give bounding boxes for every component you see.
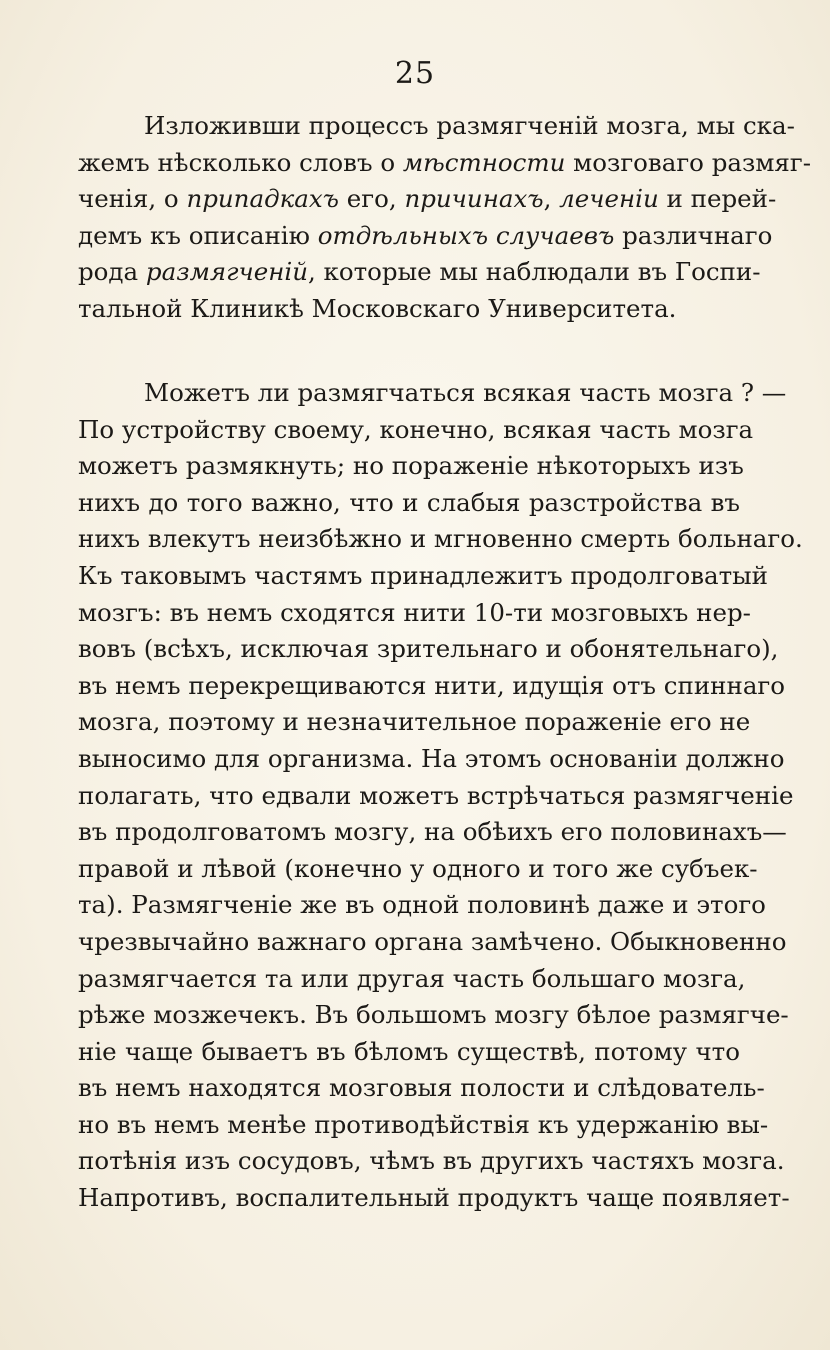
text-line: въ продолговатомъ мозгу, на обѣихъ его половинахъ— [78, 817, 787, 847]
text-run: различнаго [614, 220, 773, 250]
text-line: но въ немъ менѣе противодѣйствія къ удержанію вы- [78, 1109, 769, 1139]
text-line [78, 108, 795, 145]
text-run: ченія, о [78, 184, 187, 214]
text-line: выносимо для организма. На этомъ основаніи должно [78, 743, 785, 773]
text-line: Можетъ ли размягчаться всякая часть мозга ? — [144, 378, 787, 407]
italic-term: размягченій [145, 257, 308, 287]
text-run: , [543, 184, 560, 214]
text-run: мозговаго размяг- [565, 147, 811, 177]
text-line [78, 254, 761, 291]
italic-term: мѣстности [402, 147, 566, 177]
text-line [78, 291, 740, 328]
text-run: рода [78, 257, 146, 287]
text-run: и перей- [658, 184, 777, 214]
text-line [78, 218, 773, 255]
text-line: чрезвычайно важнаго органа замѣчено. Обыкновенно [78, 926, 787, 956]
text-run: жемъ нѣсколько словъ о [78, 147, 403, 177]
text-line: Къ таковымъ частямъ принадлежитъ продолговатый [78, 560, 769, 590]
italic-term: причинахъ [404, 184, 544, 214]
text-line: Напротивъ, воспалительный продуктъ чаще появляет- [78, 1183, 790, 1213]
text-line: нихъ влекутъ неизбѣжно и мгновенно смерть больнаго. [78, 524, 803, 554]
text-line [78, 181, 777, 218]
text-line: въ немъ находятся мозговыя полости и слѣдователь- [78, 1073, 765, 1103]
text-line: мозга, поэтому и незначительное пораженіе его не [78, 707, 751, 737]
text-run: тальной Клиникѣ Московскаго Университета. [78, 293, 677, 323]
text-line: По устройству своему, конечно, всякая часть мозга [78, 414, 754, 444]
text-line: въ немъ перекрещиваются нити, идущія отъ спиннаго [78, 670, 786, 700]
text-line: нихъ до того важно, что и слабыя разстройства въ [78, 487, 740, 517]
text-line: правой и лѣвой (конечно у одного и того же субъек- [78, 853, 758, 883]
page-number: 25 [394, 56, 436, 91]
text-line: вовъ (всѣхъ, исключая зрительнаго и обонятельнаго), [78, 634, 779, 664]
text-line: потѣнія изъ сосудовъ, чѣмъ въ другихъ частяхъ мозга. [78, 1146, 785, 1176]
text-line: рѣже мозжечекъ. Въ большомъ мозгу бѣлое размягче- [78, 1000, 789, 1030]
italic-term: отдѣльныхъ случаевъ [317, 220, 615, 250]
text-run: его, [338, 184, 405, 214]
text-line: можетъ размякнуть; но пораженіе нѣкоторыхъ изъ [78, 451, 744, 481]
italic-term: леченіи [559, 184, 659, 214]
text-line: мозгъ: въ немъ сходятся нити 10-ти мозговыхъ нер- [78, 597, 751, 627]
text-run: , которые мы наблюдали въ Госпи- [307, 257, 761, 287]
paragraph-1 [78, 108, 811, 328]
text-run: демъ къ описанію [78, 220, 318, 250]
text-line: ніе чаще бываетъ въ бѣломъ существѣ, потому что [78, 1036, 740, 1066]
text-run: Изложивши процессъ размягченій мозга, мы ска- [144, 111, 795, 140]
text-line: та). Размягченіе же въ одной половинѣ даже и этого [78, 890, 766, 920]
text-line [78, 145, 811, 182]
text-line: полагать, что едвали можетъ встрѣчаться размягченіе [78, 780, 794, 810]
italic-term: припадкахъ [186, 184, 339, 214]
text-line: размягчается та или другая часть большаго мозга, [78, 963, 746, 993]
paragraph-2 [78, 375, 803, 1217]
